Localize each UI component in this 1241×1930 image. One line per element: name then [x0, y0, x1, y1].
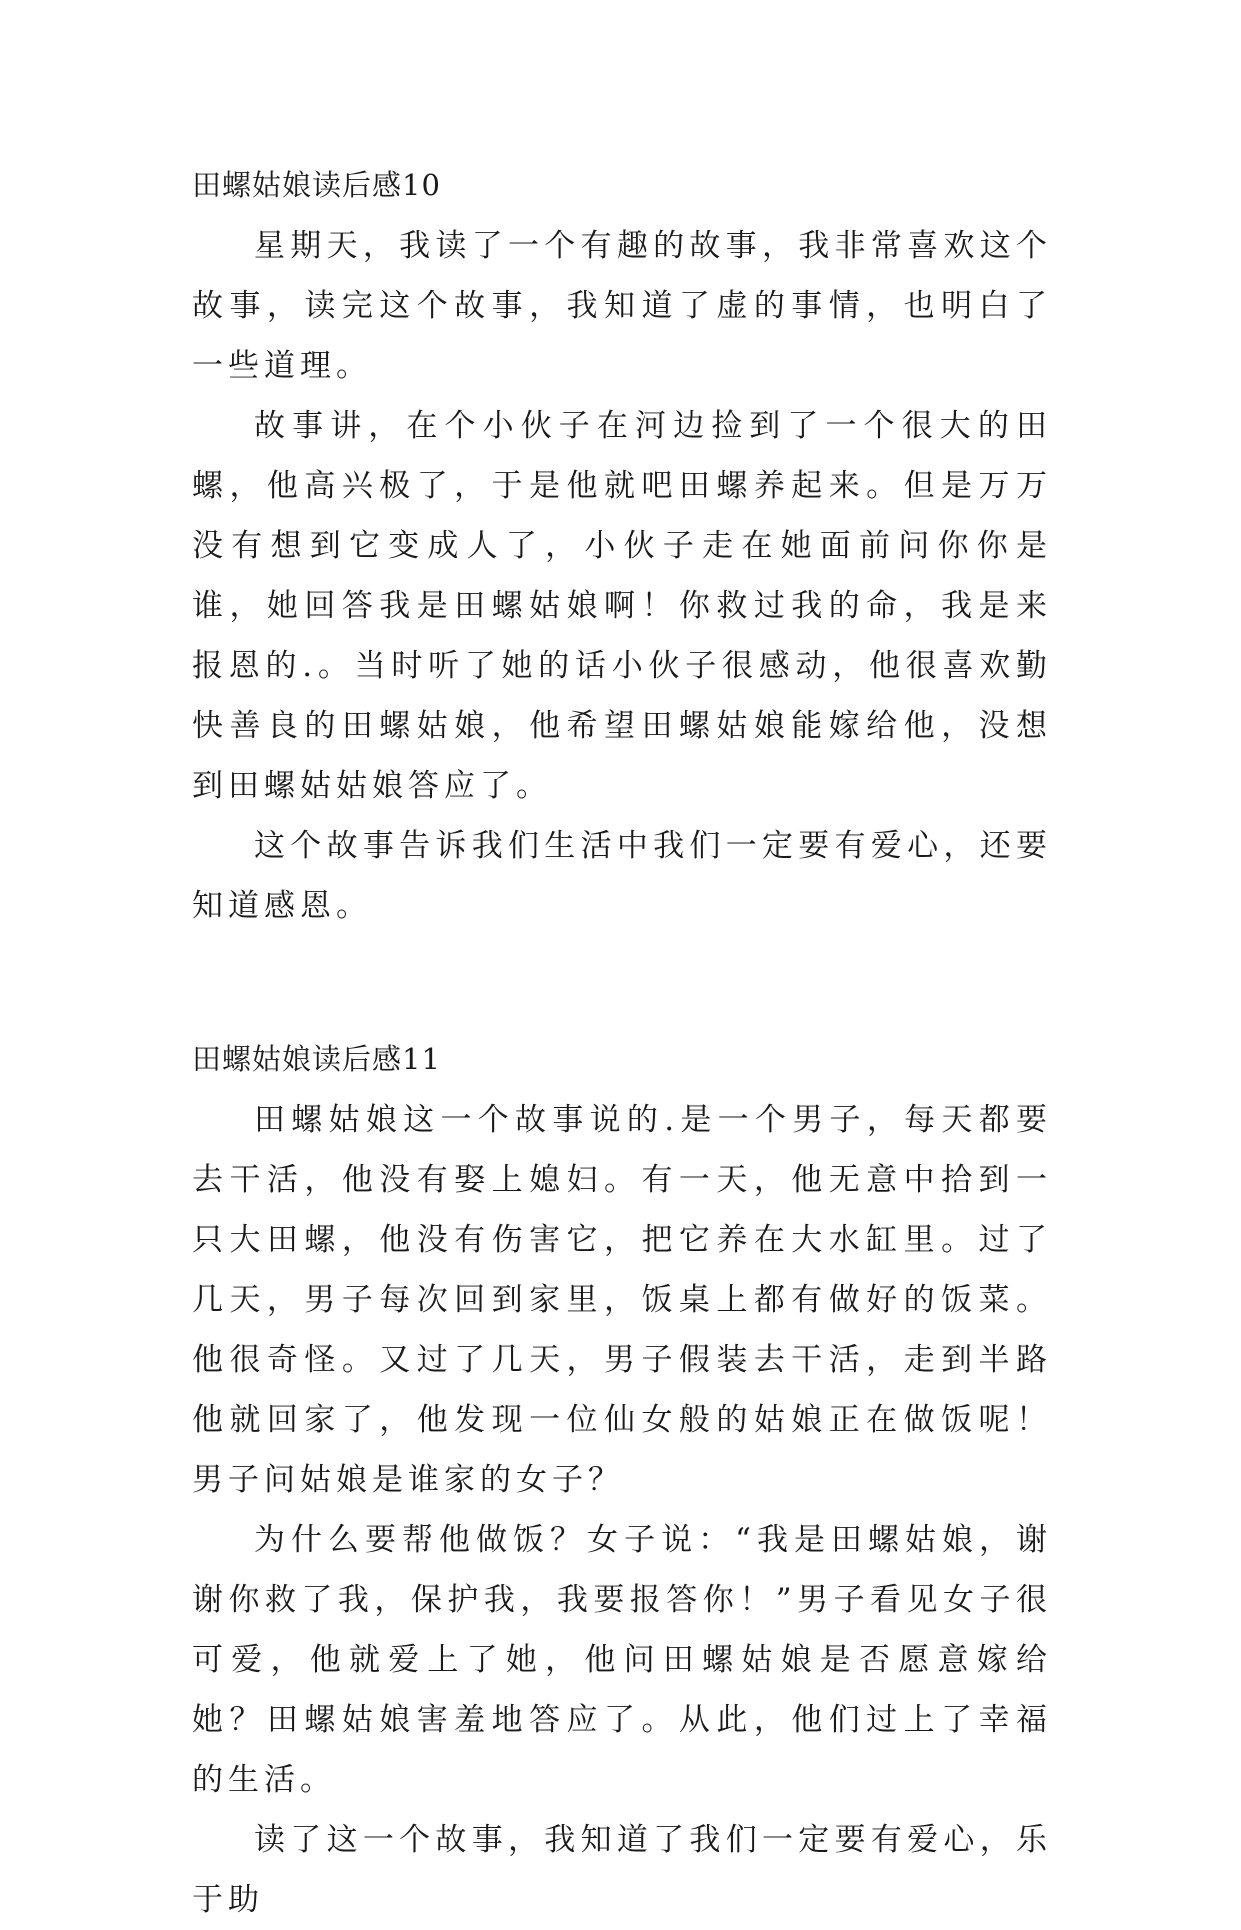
paragraph: 读了这一个故事，我知道了我们一定要有爱心，乐于助	[192, 1822, 1052, 1918]
paragraph: 为什么要帮他做饭？女子说：“我是田螺姑娘，谢谢你救了我，保护我，我要报答你！”男子看见女子很可爱，他就爱上了她，他问田螺姑娘是否愿意嫁给她？田螺姑娘害羞地答应了。从此，他们过上了幸福的生活。	[192, 1522, 1052, 1798]
section-spacer	[192, 936, 1052, 1034]
section-title: 田螺姑娘读后感11	[192, 1042, 441, 1076]
document-page	[192, 160, 1052, 1930]
paragraph: 这个故事告诉我们生活中我们一定要有爱心，还要知道感恩。	[192, 828, 1052, 924]
paragraph: 星期天，我读了一个有趣的故事，我非常喜欢这个故事，读完这个故事，我知道了虚的事情，也明白了一些道理。	[192, 228, 1052, 384]
section-10	[192, 160, 1052, 936]
section-title: 田螺姑娘读后感10	[192, 168, 441, 202]
section-11	[192, 1034, 1052, 1930]
paragraph: 田螺姑娘这一个故事说的.是一个男子，每天都要去干活，他没有娶上媳妇。有一天，他无意中拾到一只大田螺，他没有伤害它，把它养在大水缸里。过了几天，男子每次回到家里，饭桌上都有做好的饭菜。他很奇怪。又过了几天，男子假装去干活，走到半路他就回家了，他发现一位仙女般的姑娘正在做饭呢！男子问姑娘是谁家的女子？	[192, 1102, 1052, 1498]
paragraph: 故事讲，在个小伙子在河边捡到了一个很大的田螺，他高兴极了，于是他就吧田螺养起来。但是万万没有想到它变成人了，小伙子走在她面前问你你是谁，她回答我是田螺姑娘啊！你救过我的命，我是来报恩的.。当时听了她的话小伙子很感动，他很喜欢勤快善良的田螺姑娘，他希望田螺姑娘能嫁给他，没想到田螺姑姑娘答应了。	[192, 408, 1052, 804]
